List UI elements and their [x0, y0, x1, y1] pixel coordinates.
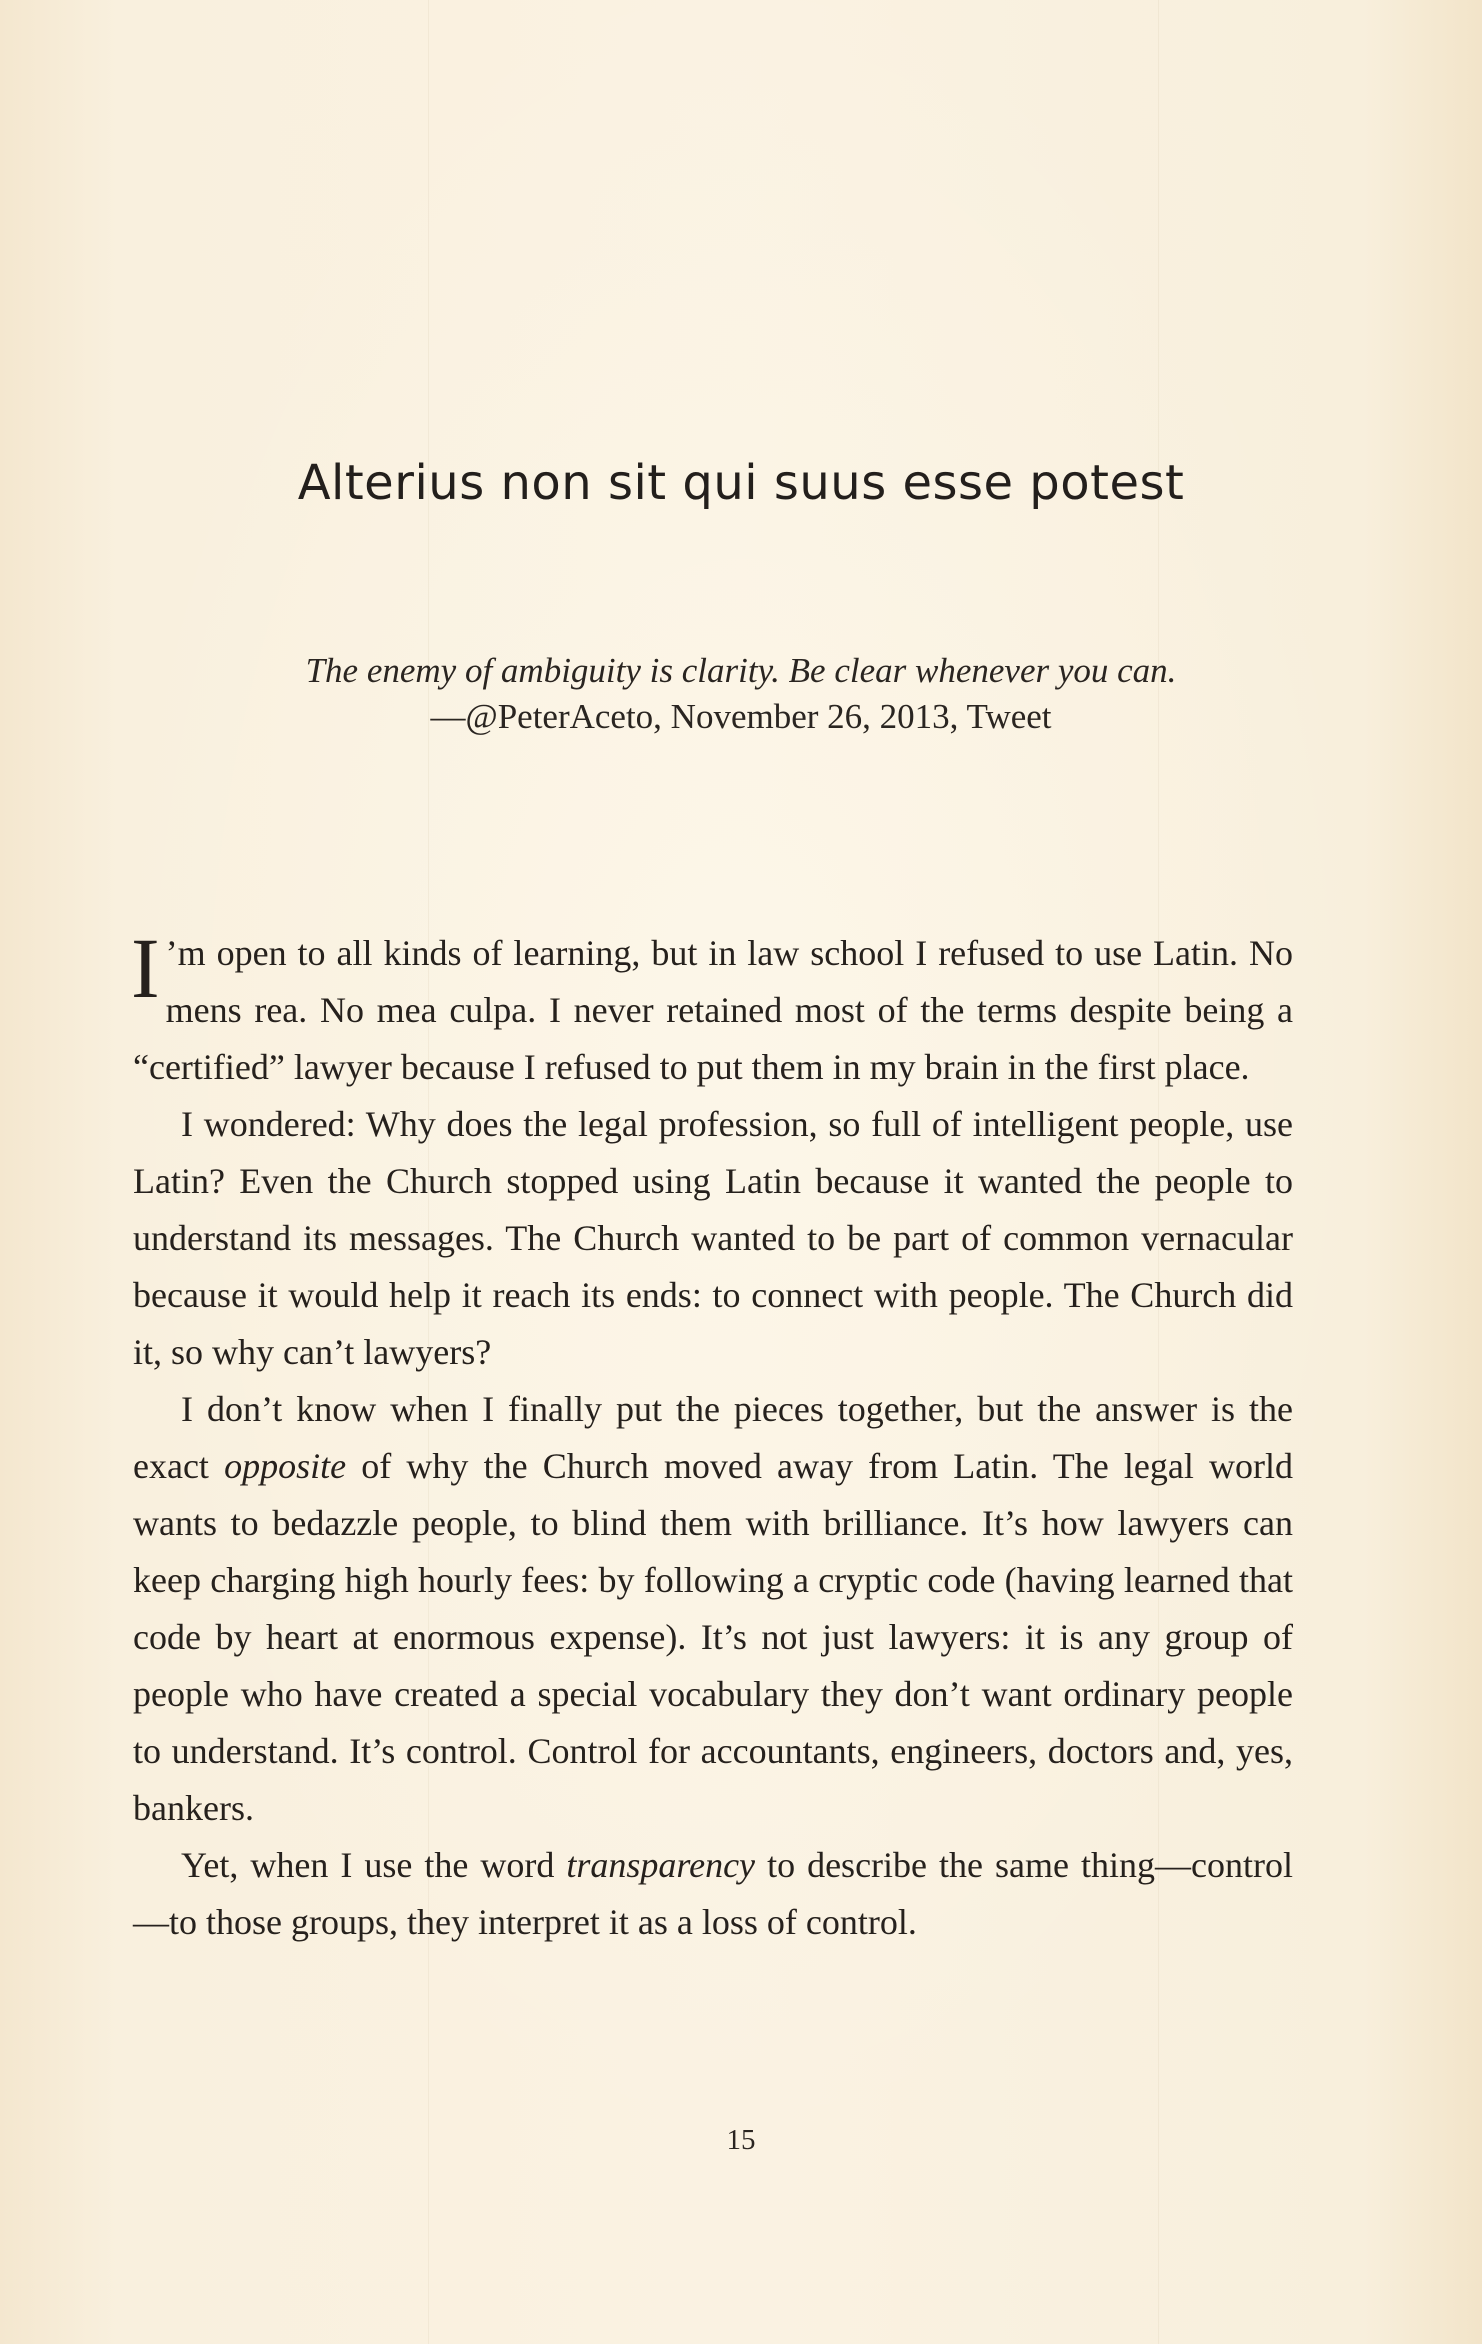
- epigraph-attribution: —@PeterAceto, November 26, 2013, Tweet: [430, 697, 1052, 736]
- page-number: 15: [726, 2124, 756, 2156]
- paragraph-2: [133, 1096, 1293, 1381]
- epigraph-quote: The enemy of ambiguity is clarity. Be clear whenever you can.: [305, 651, 1177, 690]
- body-text: [131, 920, 1293, 1951]
- paragraph-2-text: I wondered: Why does the legal profession, so full of intelligent people, use Latin? Even the Church stopped using Latin because it wanted the people to understand its messages. The Church wanted to be part of common vernacular because it would help it reach its ends: to connect with people. The Church did it, so why can’t lawyers?: [133, 1104, 1293, 1372]
- paragraph-1: [131, 920, 1293, 1096]
- paragraph-3-text-end: of why the Church moved away from Latin. The legal world wants to bedazzle people, to blind them with brilliance. It’s how lawyers can keep charging high hourly fees: by following a cryptic code (having learned that code by heart at enormous expense). It’s not just lawyers: it is any group of people who have created a special vocabulary they don’t want ordinary people to understand. It’s control. Control for accountants, engineers, doctors and, yes, bankers.: [133, 1446, 1293, 1828]
- paragraph-4: [133, 1837, 1293, 1951]
- paragraph-4-text-end: to describe the same thing—control—to those groups, they interpret it as a loss of control.: [133, 1845, 1293, 1942]
- paragraph-3-text-start: I don’t know when I finally put the pieces together, but the answer is the exact: [133, 1389, 1293, 1486]
- epigraph: [0, 648, 1482, 740]
- paragraph-4-text-start: Yet, when I use the word: [181, 1845, 567, 1885]
- drop-cap: I: [131, 920, 160, 1016]
- chapter-title: Alterius non sit qui suus esse potest: [297, 455, 1185, 511]
- emphasis-transparency: transparency: [566, 1845, 756, 1885]
- paragraph-1-text: ’m open to all kinds of learning, but in law school I refused to use Latin. No mens rea. No mea culpa. I never retained most of the terms despite being a “certified” lawyer because I refused to put them in my brain in the first place.: [133, 933, 1293, 1087]
- emphasis-opposite: opposite: [224, 1446, 347, 1486]
- paragraph-3: [133, 1381, 1293, 1837]
